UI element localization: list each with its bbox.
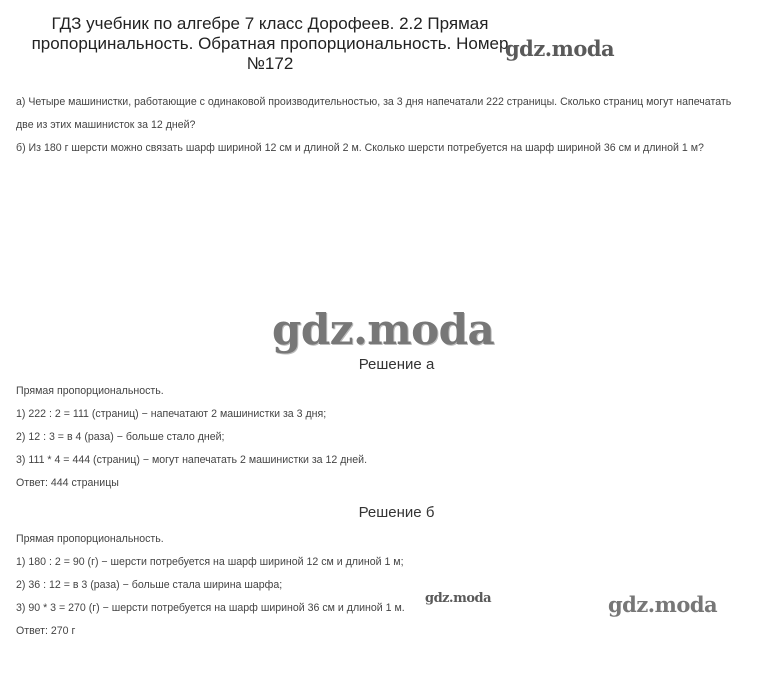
page-title: ГДЗ учебник по алгебре 7 класс Дорофеев. 2.2 Прямая пропорцинальность. Обратная пропорциональность. Номер №172 (31, 14, 509, 73)
solution-a-line: Прямая пропорциональность. (16, 385, 164, 397)
solution-a-heading: Решение а (358, 356, 435, 373)
task-a-text-continued: две из этих машинисток за 12 дней? (16, 119, 196, 131)
watermark-logo-small: gdz.moda (425, 591, 492, 606)
solution-a-line: 3) 111 * 4 = 444 (страниц) − могут напечатать 2 машинистки за 12 дней. (16, 454, 368, 466)
solution-b-answer: Ответ: 270 г (16, 625, 76, 637)
watermark-logo-large: gdz.moda (272, 305, 495, 354)
solution-a-answer: Ответ: 444 страницы (16, 477, 119, 489)
solution-b-line: 3) 90 * 3 = 270 (г) − шерсти потребуется на шарф шириной 36 см и длиной 1 м. (16, 602, 405, 614)
solution-b-line: 1) 180 : 2 = 90 (г) − шерсти потребуется на шарф шириной 12 см и длиной 1 м; (16, 556, 404, 568)
task-a-text: а) Четыре машинистки, работающие с одинаковой производительностью, за 3 дня напечатали 222 страницы. Сколько страниц могут напечатать (16, 96, 732, 108)
solution-b-line: 2) 36 : 12 = в 3 (раза) − больше стала ширина шарфа; (16, 579, 283, 591)
solution-b-heading: Решение б (358, 504, 435, 521)
watermark-logo-right: gdz.moda (608, 592, 718, 617)
solution-a-line: 1) 222 : 2 = 111 (страниц) − напечатают 2 машинистки за 3 дня; (16, 408, 327, 420)
solution-b-line: Прямая пропорциональность. (16, 533, 164, 545)
task-b-text: б) Из 180 г шерсти можно связать шарф шириной 12 см и длиной 2 м. Сколько шерсти потребуется на шарф шириной 36 см и длиной 1 м? (16, 142, 704, 154)
watermark-logo: gdz.moda (505, 36, 615, 61)
solution-a-line: 2) 12 : 3 = в 4 (раза) − больше стало дней; (16, 431, 225, 443)
